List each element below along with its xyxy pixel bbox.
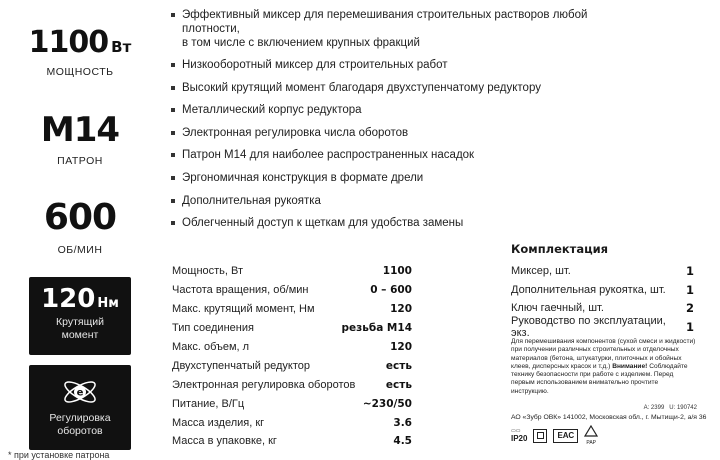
features-list: [170, 8, 630, 239]
feature-item: Электронная регулировка числа оборотов: [170, 126, 630, 140]
certification-marks: [511, 425, 598, 446]
table-row: Частота вращения, об/мин 0 – 600: [172, 284, 412, 297]
torque-card: [29, 277, 131, 355]
manufacturer: АО «Зубр ОВК» 141002, Московская обл., г. Мытищи-2, а/я 36: [511, 414, 707, 421]
spec-power-unit: Вт: [111, 38, 132, 56]
kit-row: Ключ гаечный, шт. 2: [511, 301, 694, 316]
spec-power: [0, 25, 160, 78]
kit-row: Руководство по эксплуатации, экз. 1: [511, 315, 694, 340]
eac-mark: ЕАС: [553, 429, 578, 443]
table-row: Макс. крутящий момент, Нм 120: [172, 303, 412, 316]
spec-speed: [0, 197, 160, 256]
spec-speed-caption: ОБ/МИН: [57, 244, 103, 256]
table-row: Масса в упаковке, кг 4.5: [172, 435, 412, 448]
torque-label-2: момент: [61, 329, 99, 341]
footnote: * при установке патрона: [8, 450, 110, 460]
kit-list: [511, 262, 694, 340]
table-row: Масса изделия, кг 3.6: [172, 416, 412, 429]
spec-speed-value: 600: [43, 197, 117, 238]
feature-item: Эргономичная конструкция в формате дрели: [170, 171, 630, 185]
feature-item: Дополнительная рукоятка: [170, 194, 630, 208]
feature-item: Низкооборотный миксер для строительных работ: [170, 58, 630, 72]
torque-value: 120: [41, 284, 96, 314]
table-row: Электронная регулировка оборотов есть: [172, 378, 412, 391]
spec-chuck-value: М14: [40, 110, 120, 150]
kit-title: Комплектация: [511, 242, 609, 256]
spec-power-caption: МОЩНОСТЬ: [46, 66, 114, 78]
torque-unit: Нм: [97, 296, 119, 311]
feature-item: Эффективный миксер для перемешивания строительных растворов любой плотности, в том числе с включением крупных фракций: [170, 8, 630, 50]
kit-row: Миксер, шт. 1: [511, 264, 694, 279]
table-row: Двухступенчатый редуктор есть: [172, 359, 412, 372]
regulation-card: [29, 365, 131, 450]
speed-regulation-icon: [29, 374, 131, 410]
regulation-label-1: Регулировка: [49, 412, 111, 424]
regulation-label-2: оборотов: [57, 425, 103, 437]
svg-text:e: e: [76, 387, 84, 399]
spec-table: [172, 262, 412, 451]
usage-note: Для перемешивания компонентов (сухой смеси и жидкости) при получении различных строительных и отделочных материалов (бетона, штукатурки, плиточных и обойных клеев, дисперсных красок и т.д.) Внимание! Соблюдайте технику безопасности при работе с изделием. Перед первым использованием внимательно прочтите инструкцию.: [511, 338, 696, 395]
spec-chuck: [0, 110, 160, 167]
feature-item: Металлический корпус редуктора: [170, 103, 630, 117]
class2-icon: [533, 429, 547, 443]
table-row: Тип соединения резьба М14: [172, 322, 412, 335]
attention-label: Внимание!: [612, 362, 648, 370]
feature-item: Облегченный доступ к щеткам для удобства замены: [170, 216, 630, 230]
table-row: Мощность, Вт 1100: [172, 265, 412, 278]
product-codes: А: 2399 U: 190742: [643, 405, 697, 411]
feature-item: Высокий крутящий момент благодаря двухступенчатому редуктору: [170, 81, 630, 95]
ip20-mark: ▭▭ IP20: [511, 427, 528, 443]
recycle-icon: РАР: [584, 425, 598, 446]
spec-chuck-caption: ПАТРОН: [57, 155, 103, 167]
torque-label-1: Крутящий: [56, 316, 104, 328]
spec-power-value: 1100: [28, 25, 109, 60]
feature-item: Патрон М14 для наиболее распространенных насадок: [170, 148, 630, 162]
table-row: Макс. объем, л 120: [172, 341, 412, 353]
table-row: Питание, В/Гц ~230/50: [172, 397, 412, 410]
kit-row: Дополнительная рукоятка, шт. 1: [511, 282, 694, 297]
